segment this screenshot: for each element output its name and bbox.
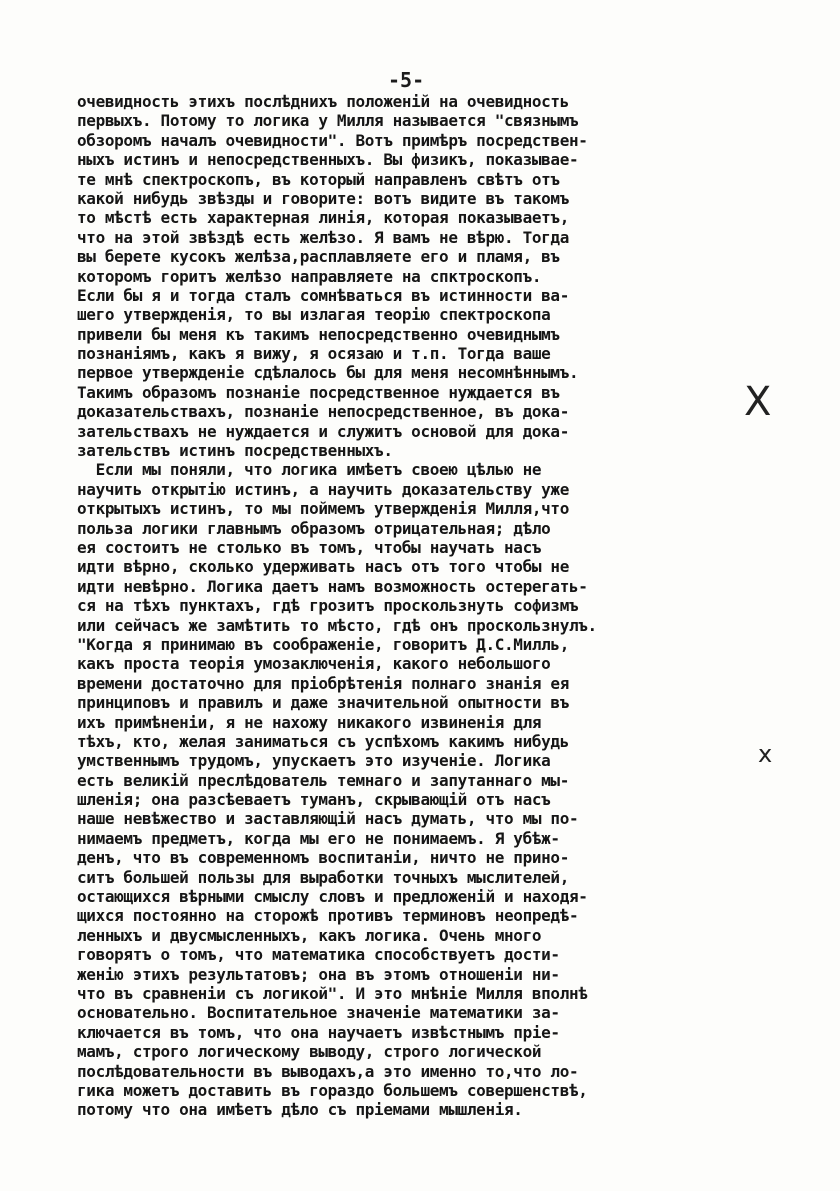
text-line: научить открытію истинъ, а научить доказательству уже [77, 479, 569, 499]
text-line: есть великій преслѣдователь темнаго и запутаннаго мы- [77, 770, 569, 790]
text-line: польза логики главнымъ образомъ отрицательная; дѣло [77, 518, 551, 538]
text-line: идти вѣрно, сколько удерживать насъ отъ того чтобы не [77, 557, 569, 577]
text-line: вы берете кусокъ желѣза,расплавляете его и пламя, въ [77, 247, 560, 267]
text-line: доказательствахъ, познаніе непосредственное, въ дока- [77, 402, 569, 422]
page-number: -5- [388, 68, 425, 92]
text-line: ихъ примѣненіи, я не нахожу никакого извиненія для [77, 712, 542, 732]
text-line: ея состоитъ не столько въ томъ, чтобы научать насъ [77, 537, 542, 557]
text-line: ленныхъ и двусмысленныхъ, какъ логика. Очень много [77, 925, 542, 945]
text-line: которомъ горитъ желѣзо направляете на спктроскопъ. [77, 266, 542, 286]
body-text [77, 92, 777, 1120]
text-line: женію этихъ результатовъ; она въ этомъ отношеніи ни- [77, 964, 560, 984]
text-line: какой нибудь звѣзды и говорите: вотъ видите въ такомъ [77, 188, 569, 208]
text-line: первое утвержденіе сдѣлалось бы для меня несомнѣннымъ. [77, 363, 579, 383]
text-line: Если бы я и тогда сталъ сомнѣваться въ истинности ва- [77, 285, 569, 305]
text-line: послѣдовательности въ выводахъ,а это именно то,что ло- [77, 1061, 579, 1081]
text-line: наше невѣжество и заставляющій насъ думать, что мы по- [77, 809, 579, 829]
text-line: зательствъ истинъ посредственныхъ. [77, 441, 393, 461]
text-line: ситъ большей пользы для выработки точныхъ мыслителей, [77, 867, 569, 887]
x-mark-2: x [758, 740, 773, 768]
text-line: говорятъ о томъ, что математика способствуетъ дости- [77, 945, 560, 965]
text-line: зательствахъ не нуждается и служитъ основой для дока- [77, 421, 569, 441]
text-line: принциповъ и правилъ и даже значительной опытности въ [77, 693, 569, 713]
text-line: те мнѣ спектроскопъ, въ который направленъ свѣтъ отъ [77, 169, 560, 189]
text-line: познаніямъ, какъ я вижу, я осязаю и т.п. Тогда ваше [77, 344, 551, 364]
text-line: или сейчасъ же замѣтить то мѣсто, гдѣ онъ проскользнулъ. [77, 615, 597, 635]
text-line: первыхъ. Потому то логика у Милля называется "связнымъ [77, 111, 579, 131]
text-line: ся на тѣхъ пунктахъ, гдѣ грозитъ проскользнуть софизмъ [77, 596, 579, 616]
text-line: потому что она имѣетъ дѣло съ пріемами мышленія. [77, 1100, 523, 1120]
text-line: очевидность этихъ послѣднихъ положеній на очевидность [77, 92, 569, 111]
text-line: основательно. Воспитательное значеніе математики за- [77, 1003, 560, 1023]
text-line: Если мы поняли, что логика имѣетъ своею цѣлью не [77, 460, 542, 480]
text-line: нимаемъ предметъ, когда мы его не понимаемъ. Я убѣж- [77, 828, 560, 848]
text-line: гика можетъ доставить въ гораздо большемъ совершенствѣ, [77, 1080, 588, 1100]
text-line: тѣхъ, кто, желая заниматься съ успѣхомъ какимъ нибудь [77, 731, 569, 751]
text-line: шленія; она разсѣеваетъ туманъ, скрывающій отъ насъ [77, 790, 551, 810]
text-line: остающихся вѣрными смыслу словъ и предложеній и находя- [77, 887, 588, 907]
text-line: "Когда я принимаю въ соображеніе, говоритъ Д.С.Милль, [77, 634, 569, 654]
text-line: что въ сравненіи съ логикой". И это мнѣніе Милля вполнѣ [77, 983, 588, 1003]
text-line: щихся постоянно на сторожѣ противъ терминовъ неопредѣ- [77, 906, 579, 926]
text-line: времени достаточно для пріобрѣтенія полнаго знанія ея [77, 673, 569, 693]
text-line: шего утвержденія, то вы излагая теорію спектроскопа [77, 305, 551, 325]
text-line: обзоромъ началъ очевидности". Вотъ примѣръ посредствен- [77, 130, 588, 150]
text-line: денъ, что въ современномъ воспитаніи, ничто не прино- [77, 848, 569, 868]
text-line: идти невѣрно. Логика даетъ намъ возможность остерегать- [77, 576, 588, 596]
text-line: ключается въ томъ, что она научаетъ извѣстнымъ прiе- [77, 1022, 560, 1042]
text-line: умственнымъ трудомъ, упускаетъ это изученіе. Логика [77, 751, 551, 771]
text-line: что на этой звѣздѣ есть желѣзо. Я вамъ не вѣрю. Тогда [77, 227, 569, 247]
text-line: то мѣстѣ есть характерная линія, которая показываетъ, [77, 208, 569, 228]
text-line: Такимъ образомъ познаніе посредственное нуждается въ [77, 382, 560, 402]
text-line: открытыхъ истинъ, то мы поймемъ утвержденія Милля,что [77, 499, 569, 519]
x-mark-1: X [744, 379, 772, 425]
text-line: мамъ, строго логическому выводу, строго логической [77, 1042, 542, 1062]
text-line: привели бы меня къ такимъ непосредственно очевиднымъ [77, 324, 560, 344]
text-line: какъ проста теорія умозаключенія, какого небольшого [77, 654, 551, 674]
text-line: ныхъ истинъ и непосредственныхъ. Вы физикъ, показывае- [77, 150, 579, 170]
